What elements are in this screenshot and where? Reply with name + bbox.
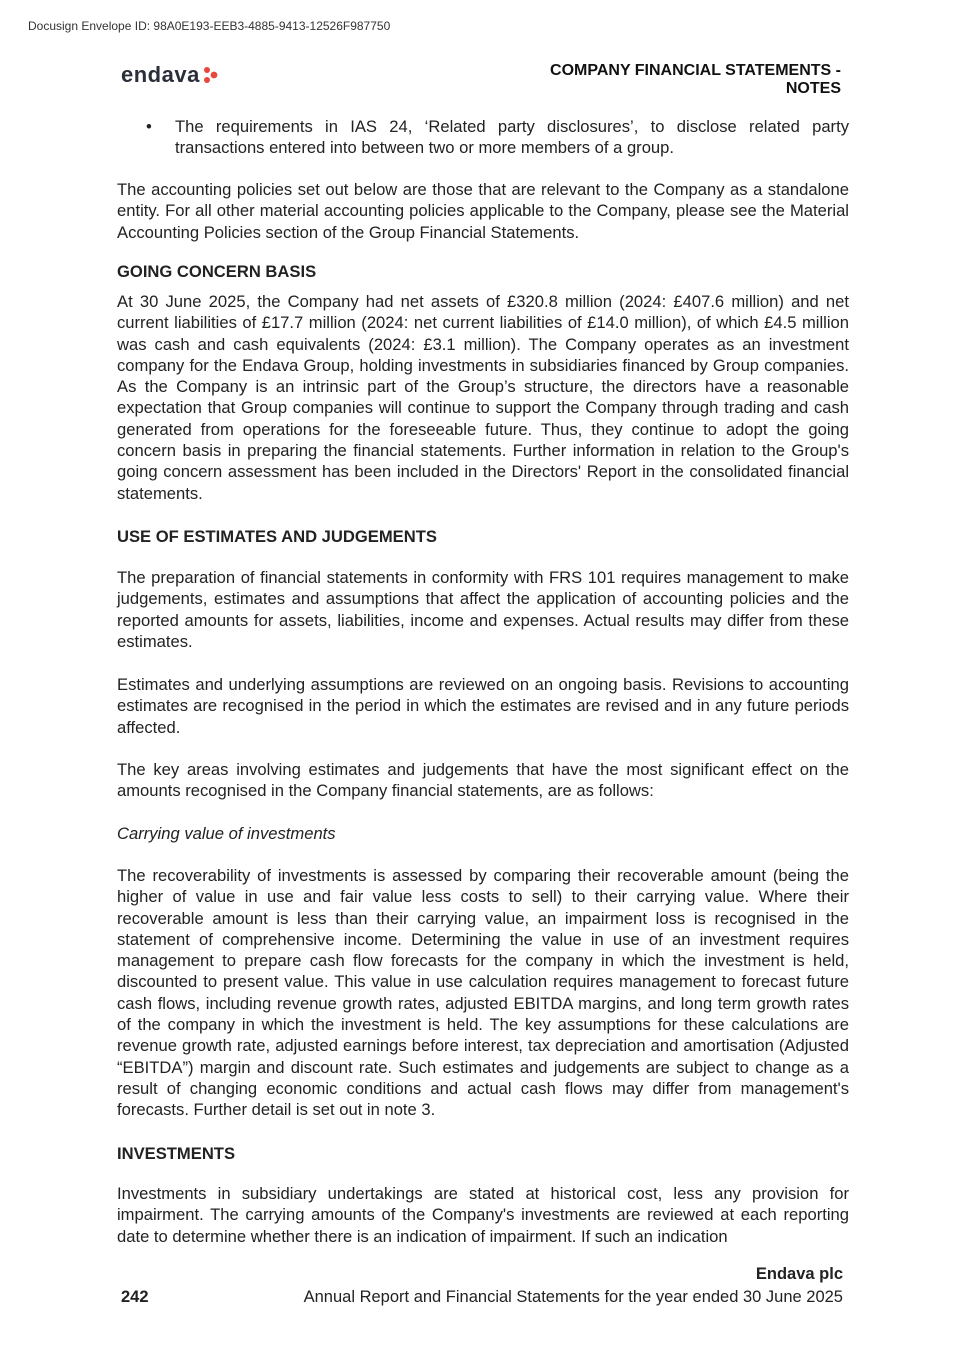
page-number: 242 <box>121 1288 149 1306</box>
header-line-1: COMPANY FINANCIAL STATEMENTS - <box>550 62 841 79</box>
header-line-2: NOTES <box>785 80 841 97</box>
estimates-paragraph-2: Estimates and underlying assumptions are reviewed on an ongoing basis. Revisions to accounting estimates are recognised in the period in which the estimates are revised and in any future periods affected. <box>117 675 849 737</box>
investments-heading: INVESTMENTS <box>117 1144 236 1163</box>
bullet-text: The requirements in IAS 24, ‘Related party disclosures’, to disclose related party transactions entered into between two or more members of a group. <box>175 117 849 158</box>
going-concern-heading: GOING CONCERN BASIS <box>117 262 317 281</box>
footer-report-title: Annual Report and Financial Statements for the year ended 30 June 2025 <box>303 1288 843 1306</box>
envelope-id: Docusign Envelope ID: 98A0E193-EEB3-4885-9413-12526F987750 <box>28 19 391 33</box>
carrying-value-paragraph: The recoverability of investments is assessed by comparing their recoverable amount (being the higher of value in use and fair value less costs to sell) to their carrying value. Where their recoverable amount is less than their carrying value, an impairment loss is recognised in the statement of comprehensive income. Determining the value in use of an investment requires management to prepare cash flow forecasts for the company in which the investment is held, discounted to present value. This value in use calculation requires management to forecast future cash flows, including revenue growth rates, adjusted EBITDA margins, and long term growth rates of the company in which the investment is held. The key assumptions for these calculations are revenue growth rate, adjusted earnings before interest, tax depreciation and amortisation (Adjusted “EBITDA”) margin and discount rate. Such estimates and judgements are subject to change as a result of changing economic conditions and actual cash flows may differ from management's forecasts. Further detail is set out in note 3. <box>117 866 849 1120</box>
endava-logo <box>121 62 219 88</box>
intro-paragraph: The accounting policies set out below are those that are relevant to the Company as a standalone entity. For all other material accounting policies applicable to the Company, please see the Material Accounting Policies section of the Group Financial Statements. <box>117 180 849 242</box>
bullet-icon: • <box>146 117 152 136</box>
estimates-paragraph-1: The preparation of financial statements in conformity with FRS 101 requires management to make judgements, estimates and assumptions that affect the application of accounting policies and the reported amounts for assets, liabilities, income and expenses. Actual results may differ from these estimates. <box>117 568 849 651</box>
going-concern-paragraph: At 30 June 2025, the Company had net assets of £320.8 million (2024: £407.6 million) and net current liabilities of £17.7 million (2024: net current liabilities of £14.0 million), of which £4.5 million was cash and cash equivalents (2024: £3.1 million). The Company operates as an investment company for the Endava Group, holding investments in subsidiaries financed by Group companies. As the Company is an intrinsic part of the Group’s structure, the directors have a reasonable expectation that Group companies will continue to support the Company through trading and cash generated from operations for the foreseeable future. Thus, they continue to adopt the going concern basis in preparing the financial statements. Further information in relation to the Group's going concern assessment has been included in the Directors' Report in the consolidated financial statements. <box>117 292 849 503</box>
estimates-heading: USE OF ESTIMATES AND JUDGEMENTS <box>117 527 437 546</box>
footer-company: Endava plc <box>755 1265 843 1283</box>
section-header <box>550 62 841 98</box>
investments-paragraph: Investments in subsidiary undertakings are stated at historical cost, less any provision for impairment. The carrying amounts of the Company's investments are reviewed at each reporting date to determine whether there is an indication of impairment. If such an indication <box>117 1184 849 1246</box>
bullet-item <box>146 116 849 159</box>
estimates-paragraph-3: The key areas involving estimates and judgements that have the most significant effect on the amounts recognised in the Company financial statements, are as follows: <box>117 760 849 801</box>
logo-mark-icon <box>203 66 219 84</box>
logo-text: endava <box>121 62 200 87</box>
carrying-value-subheading: Carrying value of investments <box>117 824 336 843</box>
